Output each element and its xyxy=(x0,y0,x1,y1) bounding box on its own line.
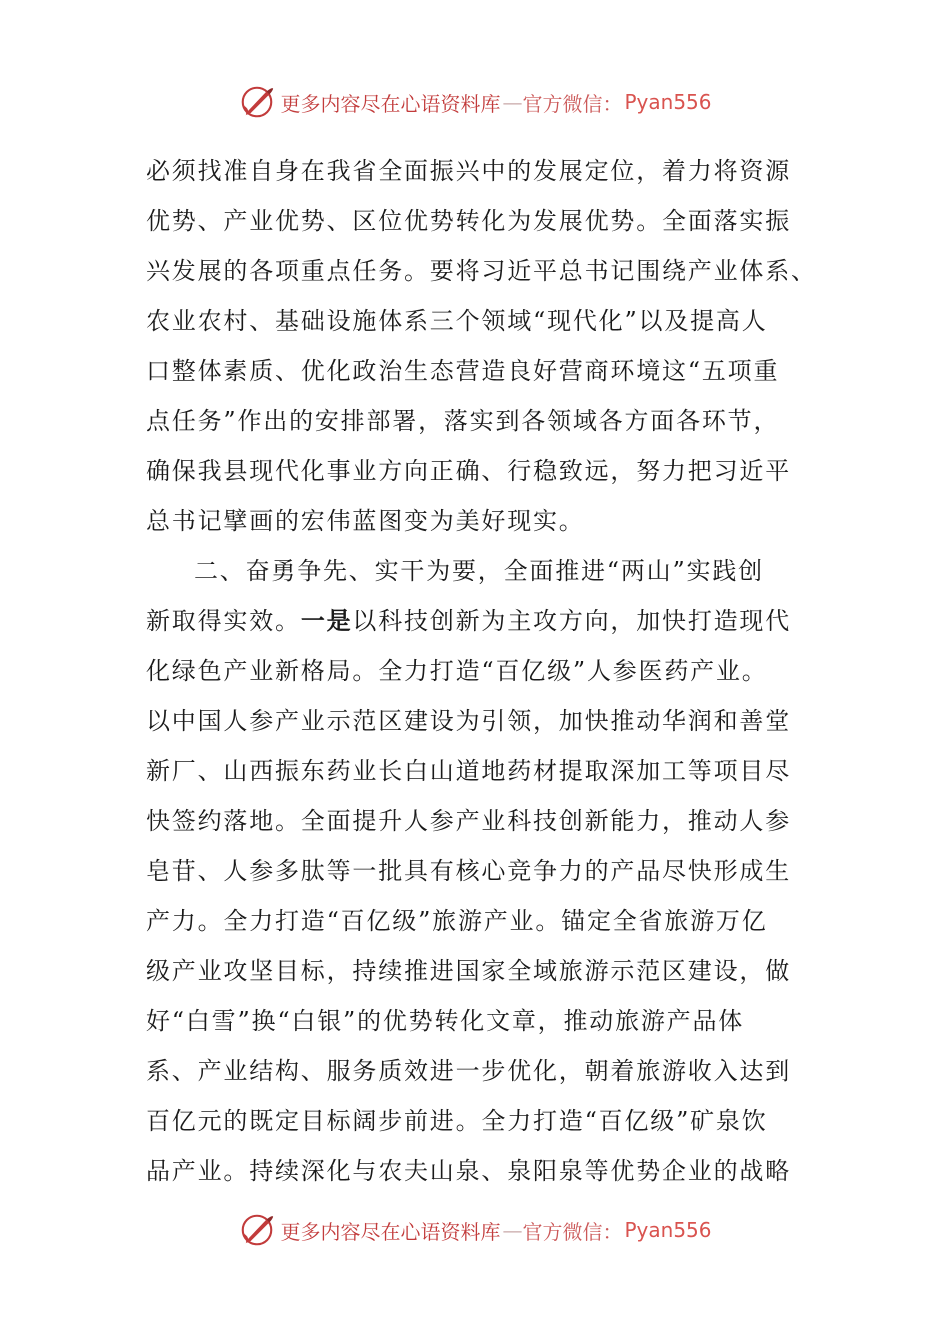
wechat-id: Pyan556 xyxy=(624,1218,712,1242)
text-line-10 xyxy=(146,596,792,646)
text-line-13: 新厂、山西振东药业长白山道地药材提取深加工等项目尽 xyxy=(146,757,791,785)
banner-separator: — xyxy=(502,90,521,114)
text-line-6: 点任务”作出的安排部署，落实到各领域各方面各环节， xyxy=(146,407,780,435)
text-line-8: 总书记擘画的宏伟蓝图变为美好现实。 xyxy=(146,507,585,535)
site-name-text: 更多内容尽在心语资料库 xyxy=(280,91,501,116)
banner-separator: — xyxy=(502,1218,521,1242)
text-line-3: 兴发展的各项重点任务。要将习近平总书记围绕产业体系、 xyxy=(146,257,817,285)
text-line-11: 化绿色产业新格局。全力打造“百亿级”人参医药产业。 xyxy=(146,657,768,685)
official-wechat-label: 官方微信： xyxy=(522,91,623,116)
site-name-text: 更多内容尽在心语资料库 xyxy=(280,1219,501,1244)
text-segment: 以科技创新为主攻方向，加快打造现代 xyxy=(352,607,792,635)
text-line-20: 百亿元的既定目标阔步前进。全力打造“百亿级”矿泉饮 xyxy=(146,1107,768,1135)
footer-banner xyxy=(0,1208,950,1252)
quill-pen-logo-icon xyxy=(238,83,276,121)
section-heading-line: 二、奋勇争先、实干为要，全面推进“两山”实践创 xyxy=(194,557,764,585)
text-line-17: 级产业攻坚目标，持续推进国家全域旅游示范区建设，做 xyxy=(146,957,791,985)
text-line-21: 品产业。持续深化与农夫山泉、泉阳泉等优势企业的战略 xyxy=(146,1157,791,1185)
text-line-12: 以中国人参产业示范区建设为引领，加快推动华润和善堂 xyxy=(146,707,791,735)
header-banner xyxy=(0,80,950,124)
text-line-14: 快签约落地。全面提升人参产业科技创新能力，推动人参 xyxy=(146,807,791,835)
text-line-15: 皂苷、人参多肽等一批具有核心竞争力的产品尽快形成生 xyxy=(146,857,791,885)
text-line-5: 口整体素质、优化政治生态营造良好营商环境这“五项重 xyxy=(146,357,780,385)
quill-pen-logo-icon xyxy=(238,1211,276,1249)
text-line-16: 产力。全力打造“百亿级”旅游产业。锚定全省旅游万亿 xyxy=(146,907,768,935)
text-line-2: 优势、产业优势、区位优势转化为发展优势。全面落实振 xyxy=(146,207,791,235)
document-body xyxy=(146,146,817,1196)
wechat-id: Pyan556 xyxy=(624,90,712,114)
text-segment: 新取得实效。 xyxy=(146,607,301,635)
official-wechat-label: 官方微信： xyxy=(522,1219,623,1244)
text-line-1: 必须找准自身在我省全面振兴中的发展定位，着力将资源 xyxy=(146,157,791,185)
text-line-18: 好“白雪”换“白银”的优势转化文章，推动旅游产品体 xyxy=(146,1007,745,1035)
text-line-19: 系、产业结构、服务质效进一步优化，朝着旅游收入达到 xyxy=(146,1057,791,1085)
text-line-7: 确保我县现代化事业方向正确、行稳致远，努力把习近平 xyxy=(146,457,791,485)
bold-lead-text: 一是 xyxy=(300,606,353,635)
text-line-4: 农业农村、基础设施体系三个领域“现代化”以及提高人 xyxy=(146,307,768,335)
